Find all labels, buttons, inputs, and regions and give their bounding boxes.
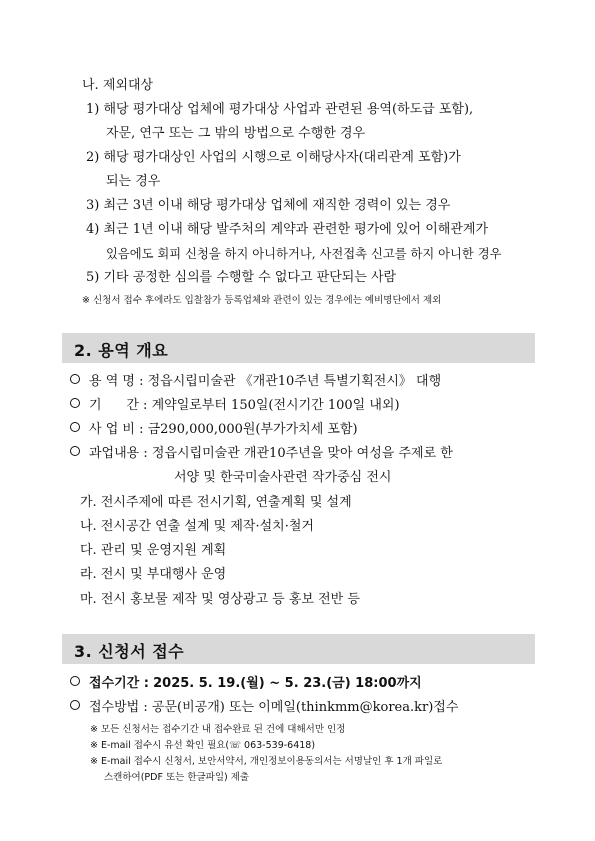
period-value: 2025. 5. 19.(월) ~ 5. 23.(금) 18:00까지: [153, 676, 422, 691]
circle-bullet-icon: [70, 700, 80, 710]
overview-value: 금290,000,000원(부가가치세 포함): [147, 422, 358, 437]
overview-row: [70, 421, 358, 439]
exclusion-item: 자문, 연구 또는 그 밖의 방법으로 수행한 경우: [106, 126, 366, 141]
application-note: ※ 모든 신청서는 접수기간 내 접수완료 된 건에 대해서만 인정: [90, 724, 346, 735]
exclusion-heading: 나. 제외대상: [82, 78, 154, 93]
overview-value: 정읍시립미술관 《개관10주년 특별기획전시》 대행: [147, 374, 442, 389]
application-note: ※ E-mail 접수시 신청서, 보안서약서, 개인정보이용동의서는 서명날인 후 1개 파일로: [90, 756, 443, 767]
overview-row: [70, 373, 441, 391]
task-item: 나. 전시공간 연출 설계 및 제작·설치·철거: [80, 519, 314, 534]
method-value: 공문(비공개) 또는 이메일(thinkmm@korea.kr)접수: [151, 700, 459, 715]
period-label: 접수기간 :: [89, 676, 149, 691]
exclusion-item: 1) 해당 평가대상 업체에 평가대상 사업과 관련된 용역(하도급 포함),: [86, 102, 474, 117]
overview-value-continued: 서양 및 한국미술사관련 작가중심 전시: [174, 470, 392, 485]
overview-label: 용 역 명 :: [89, 374, 144, 389]
circle-bullet-icon: [70, 374, 80, 384]
section-title: 2. 용역 개요: [74, 341, 169, 360]
section-header: [62, 333, 535, 363]
circle-bullet-icon: [70, 446, 80, 456]
task-item: 마. 전시 홍보물 제작 및 영상광고 등 홍보 전반 등: [80, 592, 360, 607]
task-item: 다. 관리 및 운영지원 계획: [80, 543, 227, 558]
exclusion-note: ※ 신청서 접수 후에라도 입찰참가 등록업체와 관련이 있는 경우에는 예비명단에서 제외: [82, 295, 442, 306]
task-item: 가. 전시주제에 따른 전시기획, 연출계획 및 설계: [80, 495, 352, 510]
overview-row: [70, 397, 400, 415]
exclusion-item: 되는 경우: [106, 174, 161, 189]
method-label: 접수방법 :: [89, 700, 148, 715]
overview-label: 기 간 :: [89, 398, 148, 413]
application-period-row: [70, 675, 422, 693]
exclusion-item: 2) 해당 평가대상인 사업의 시행으로 이해당사자(대리관계 포함)가: [86, 150, 461, 165]
overview-label: 과업내용 :: [89, 446, 148, 461]
circle-bullet-icon: [70, 422, 80, 432]
section-header: [62, 634, 535, 664]
application-note: ※ E-mail 접수시 유선 확인 필요(☏ 063-539-6418): [90, 740, 316, 751]
overview-value: 정읍시립미술관 개관10주년을 맞아 여성을 주제로 한: [151, 446, 453, 461]
exclusion-item: 5) 기타 공정한 심의를 수행할 수 없다고 판단되는 사람: [86, 270, 397, 285]
overview-row: [70, 445, 453, 463]
exclusion-item: 3) 최근 3년 이내 해당 평가대상 업체에 재직한 경력이 있는 경우: [86, 198, 451, 213]
application-note: 스캔하여(PDF 또는 한글파일) 제출: [104, 772, 250, 783]
circle-bullet-icon: [70, 676, 80, 686]
overview-label: 사 업 비 :: [89, 422, 144, 437]
application-method-row: [70, 699, 458, 717]
overview-value: 계약일로부터 150일(전시기간 100일 내외): [151, 398, 400, 413]
section-title: 3. 신청서 접수: [74, 642, 185, 661]
exclusion-item: 4) 최근 1년 이내 해당 발주처의 계약과 관련한 평가에 있어 이해관계가: [86, 222, 489, 237]
exclusion-item: 있음에도 회피 신청을 하지 아니하거나, 사전접촉 신고를 하지 아니한 경우: [106, 247, 502, 261]
task-item: 라. 전시 및 부대행사 운영: [80, 567, 227, 582]
circle-bullet-icon: [70, 398, 80, 408]
